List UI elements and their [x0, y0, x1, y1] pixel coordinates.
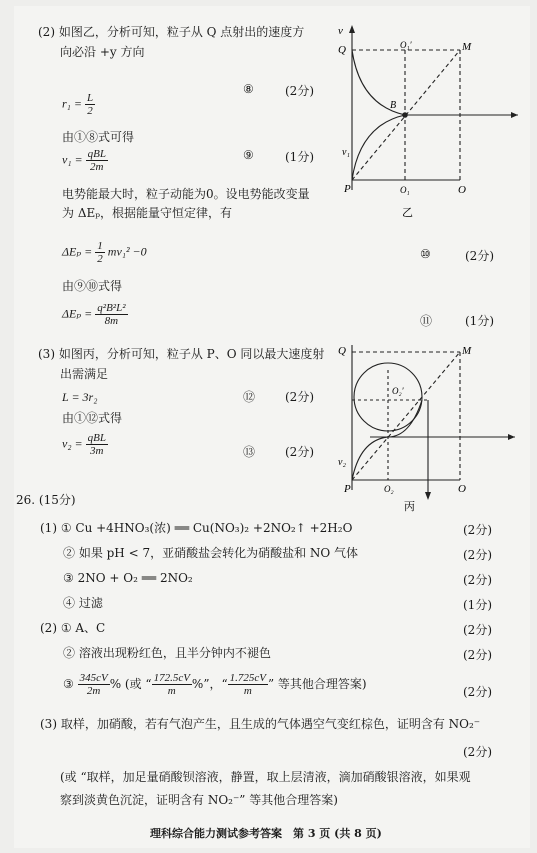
figure-bing [330, 340, 525, 515]
from-1-8: 由①⑧式可得 [62, 130, 135, 144]
fig-bing-q-label: Q [338, 345, 346, 357]
eq9-points: (1分) [285, 150, 314, 164]
fig-yi-o-label: O [458, 184, 466, 196]
eq11: ΔEₚ = $\frac{\text{q²B²L²}}{8m}$ [62, 302, 126, 327]
q26-3-alt-line2: 察到淡黄色沉淀，证明含有 NO₂⁻” 等其他合理答案) [60, 793, 338, 807]
eq10-number: ⑩ [420, 247, 431, 261]
fig-yi-o1-label: O₁ [400, 185, 410, 195]
eq10-points: (2分) [465, 249, 494, 263]
eq11-points: (1分) [465, 314, 494, 328]
fig-yi-m-label: M [462, 41, 472, 53]
q26-2-1: (2) ① A、C [40, 621, 106, 635]
eq12-number: ⑫ [243, 390, 256, 404]
fig-yi-x-arrow [511, 112, 518, 118]
fig-yi-o1p-label: O₁′ [400, 40, 412, 50]
fig-bing-o2-label: O₂ [384, 484, 394, 494]
fig-bing-p-label: P [344, 483, 351, 495]
q26-2-3: ③ $\frac{345cV}{2m}$ % (或 “ $\frac{172.5cV}{m}$ %”，“ $\frac{1.725cV}{m}$ ” 等其他合理答案) [63, 672, 367, 697]
q26-1-2-points: (2分) [463, 548, 492, 562]
fig-yi-y-arrow [349, 25, 355, 33]
q26-1-1-points: (2分) [463, 523, 492, 537]
figure-yi [330, 20, 525, 220]
energy-text-1: 电势能最大时，粒子动能为0。设电势能改变量 [62, 187, 310, 201]
eq11-number: ⑪ [420, 314, 433, 328]
fig-bing-down-arrow [425, 492, 431, 500]
q26-2-3-points: (2分) [463, 685, 492, 699]
fig-bing-x-arrow [508, 434, 515, 440]
q26-1-3-points: (2分) [463, 573, 492, 587]
q26-2-2: ② 溶液出现粉红色，且半分钟内不褪色 [63, 646, 271, 660]
energy-text-2: 为 ΔEₚ，根据能量守恒定律，有 [62, 206, 233, 220]
fig-bing-m-label: M [462, 345, 472, 357]
eq8: r₁ = $\frac{L}{2}$ [62, 92, 94, 117]
part3-intro-line2: 出需满足 [60, 367, 109, 381]
page-footer: 理科综合能力测试参考答案 第 3 页 (共 8 页) [150, 827, 382, 840]
q26-header: 26. (15分) [16, 493, 76, 507]
from-9-10: 由⑨⑩式得 [62, 279, 123, 293]
part3-intro-line1: (3) 如图丙，分析可知，粒子从 P、O 同以最大速度射 [38, 347, 325, 361]
part2-intro-line2: 向必沿 +y 方向 [60, 45, 145, 59]
fig-bing-caption: 丙 [404, 501, 415, 513]
q26-3-line1: (3) 取样，加硝酸，若有气泡产生，且生成的气体遇空气变红棕色，证明含有 NO₂⁻ [40, 717, 481, 731]
q26-1-4-points: (1分) [463, 598, 492, 612]
q26-3-points: (2分) [463, 745, 492, 759]
fig-yi-trajectory [352, 50, 405, 180]
eq10: ΔEₚ = $\frac{1}{2}$ mv₁² −0 [62, 240, 147, 265]
eq9: v₁ = $\frac{\text{qBL}}{2m}$ [62, 148, 106, 173]
eq8-points: (2分) [285, 84, 314, 98]
fig-yi-b-label: B [390, 100, 397, 111]
q26-3-alt-line1: (或 “取样，加足量硝酸钡溶液，静置，取上层清液，滴加硝酸银溶液，如果观 [60, 770, 471, 784]
part2-intro-line1: (2) 如图乙，分析可知，粒子从 Q 点射出的速度方 [38, 25, 305, 39]
q26-1-2: ② 如果 pH < 7，亚硝酸盐会转化为硝酸盐和 NO 气体 [63, 546, 359, 560]
fig-yi-v-label: v [338, 25, 343, 37]
from-1-12: 由①⑫式得 [62, 411, 123, 425]
q26-1-1: (1) ① Cu +4HNO₃(浓) ══ Cu(NO₃)₂ +2NO₂↑ +2H₂O [40, 521, 353, 535]
fig-yi-p-label: P [344, 183, 351, 195]
eq9-number: ⑨ [243, 148, 254, 162]
q26-1-3: ③ 2NO + O₂ ══ 2NO₂ [63, 571, 193, 585]
fig-yi-point-b [403, 113, 407, 117]
q26-2-1-points: (2分) [463, 623, 492, 637]
q26-1-4: ④ 过滤 [63, 596, 103, 610]
fig-yi-caption: 乙 [402, 207, 413, 219]
eq12: L = 3r₂ [62, 390, 98, 404]
eq8-number: ⑧ [243, 82, 254, 96]
eq13: v₂ = $\frac{\text{qBL}}{3m}$ [62, 432, 106, 457]
fig-bing-v2-label: v₂ [338, 457, 346, 468]
fig-bing-o2p-label: O₂′ [392, 386, 404, 396]
fig-bing-diagonal [352, 352, 460, 480]
eq12-points: (2分) [285, 390, 314, 404]
q26-2-2-points: (2分) [463, 648, 492, 662]
fig-yi-v1-label: v₁ [342, 147, 350, 158]
fig-yi-q-label: Q [338, 44, 346, 56]
eq13-points: (2分) [285, 445, 314, 459]
eq13-number: ⑬ [243, 445, 256, 459]
fig-bing-o-label: O [458, 483, 466, 495]
